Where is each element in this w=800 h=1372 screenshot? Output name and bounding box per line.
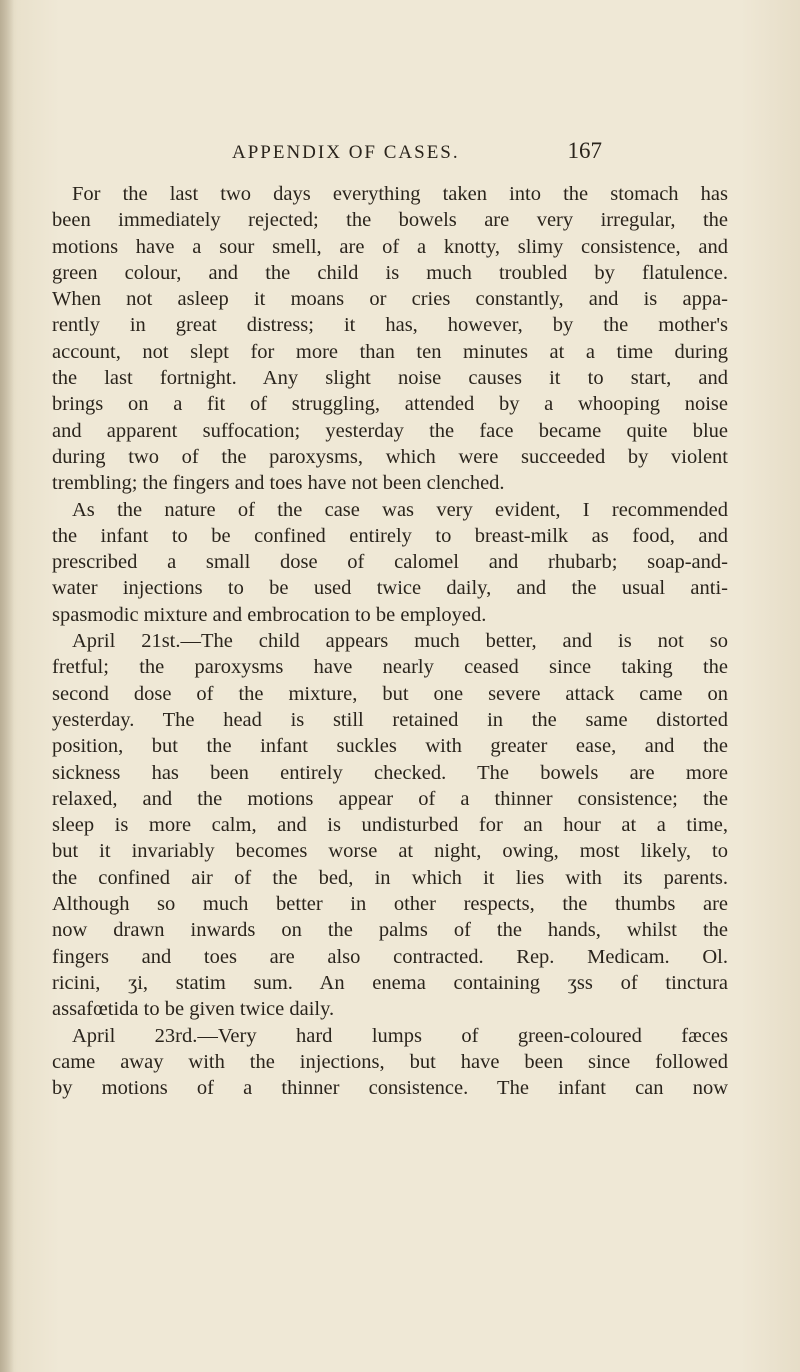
text-line: sickness has been entirely checked. The bowels are more (52, 761, 728, 784)
text-line: by motions of a thinner consistence. The infant can now (52, 1077, 728, 1100)
text-line: April 21st.—The child appears much better, and is not so (72, 630, 728, 653)
text-line: the confined air of the bed, in which it lies with its parents. (52, 866, 728, 889)
text-line: prescribed a small dose of calomel and rhubarb; soap-and- (52, 551, 728, 574)
text-line: fingers and toes are also contracted. Rep. Medicam. Ol. (52, 945, 728, 968)
text-line: assafœtida to be given twice daily. (52, 998, 335, 1021)
text-line: ricini, ʒi, statim sum. An enema containing ʒss of tinctura (52, 971, 728, 994)
text-line: Although so much better in other respects, the thumbs are (52, 893, 728, 916)
text-line: As the nature of the case was very evident, I recommended (72, 498, 728, 521)
text-line: For the last two days everything taken into the stomach has (72, 183, 728, 205)
text-line: second dose of the mixture, but one severe attack came on (52, 682, 728, 705)
page-header (232, 138, 602, 168)
text-line: water injections to be used twice daily, and the usual anti- (52, 577, 728, 600)
text-line: came away with the injections, but have been since followed (52, 1050, 728, 1073)
text-line: been immediately rejected; the bowels are very irregular, the (52, 209, 728, 232)
page-gutter-shadow (0, 0, 14, 1372)
text-line: sleep is more calm, and is undisturbed for an hour at a time, (52, 814, 728, 837)
text-line: trembling; the fingers and toes have not been clenched. (52, 472, 505, 495)
text-line: and apparent suffocation; yesterday the face became quite blue (52, 419, 728, 442)
text-line: but it invariably becomes worse at night, owing, most likely, to (52, 840, 728, 863)
text-line: When not asleep it moans or cries constantly, and is appa- (52, 288, 728, 311)
text-line: relaxed, and the motions appear of a thinner consistence; the (52, 787, 728, 810)
text-line: green colour, and the child is much troubled by flatulence. (52, 261, 728, 284)
text-line: now drawn inwards on the palms of the hands, whilst the (52, 919, 728, 942)
text-line: the last fortnight. Any slight noise causes it to start, and (52, 367, 728, 390)
text-line: account, not slept for more than ten minutes at a time during (52, 340, 728, 363)
text-line: spasmodic mixture and embrocation to be employed. (52, 603, 487, 626)
text-line: brings on a fit of struggling, attended by a whooping noise (52, 393, 728, 416)
running-head: APPENDIX OF CASES. (232, 142, 460, 163)
text-line: rently in great distress; it has, however, by the mother's (52, 314, 728, 337)
text-line: the infant to be confined entirely to breast-milk as food, and (52, 524, 728, 547)
text-line: during two of the paroxysms, which were succeeded by violent (52, 445, 728, 468)
text-line: position, but the infant suckles with greater ease, and the (52, 735, 728, 758)
text-line: April 23rd.—Very hard lumps of green-coloured fæces (72, 1024, 728, 1047)
page-number: 167 (567, 138, 602, 163)
body-text (52, 181, 728, 1101)
text-line: motions have a sour smell, are of a knotty, slimy consistence, and (52, 235, 728, 258)
text-line: yesterday. The head is still retained in the same distorted (52, 708, 728, 731)
text-line: fretful; the paroxysms have nearly ceased since taking the (52, 656, 728, 679)
